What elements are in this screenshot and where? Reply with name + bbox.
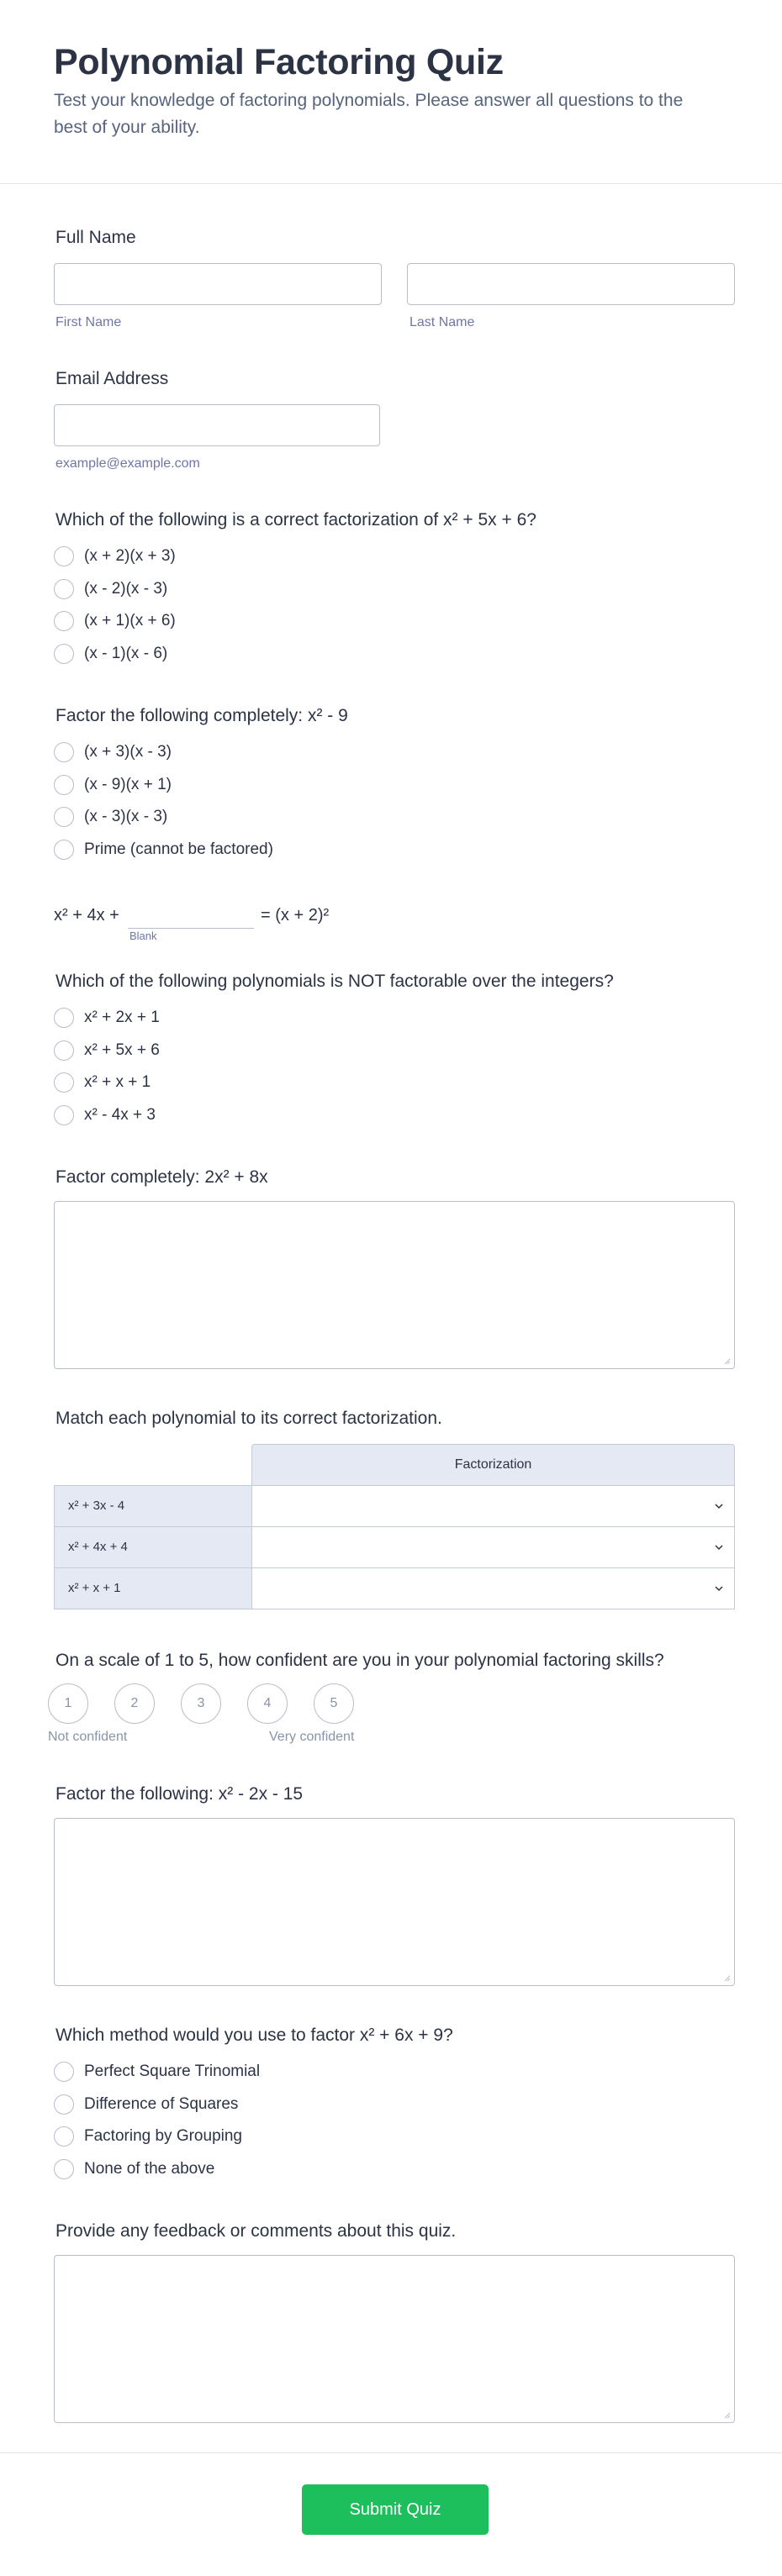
page-description: Test your knowledge of factoring polynomials. Please answer all questions to the best of your ability. xyxy=(54,91,684,137)
page-title: Polynomial Factoring Quiz xyxy=(54,42,504,82)
fill-blank-right-text: = (x + 2)² xyxy=(261,906,330,925)
scale-option-4[interactable]: 4 xyxy=(247,1683,288,1724)
chevron-down-icon xyxy=(714,1583,724,1594)
fill-blank-left-text: x² + 4x + xyxy=(54,906,119,925)
last-name-sublabel: Last Name xyxy=(409,315,475,329)
q4-label: Factor completely: 2x² + 8x xyxy=(55,1167,268,1187)
radio-button[interactable] xyxy=(54,611,74,631)
q1-option[interactable] xyxy=(54,608,727,641)
q1-label: Which of the following is a correct factorization of x² + 5x + 6? xyxy=(55,510,536,529)
option-label: x² + x + 1 xyxy=(84,1073,151,1091)
q2-option[interactable] xyxy=(54,772,727,805)
q1-option[interactable] xyxy=(54,577,727,609)
q1-option[interactable] xyxy=(54,544,727,577)
scale-high-label: Very confident xyxy=(269,1730,355,1744)
q5-label: Factor the following: x² - 2x - 15 xyxy=(55,1784,304,1804)
option-label: (x - 2)(x - 3) xyxy=(84,579,168,598)
first-name-input[interactable] xyxy=(54,263,382,305)
q6-options xyxy=(54,2059,727,2189)
radio-button[interactable] xyxy=(54,2094,74,2115)
option-label: (x - 9)(x + 1) xyxy=(84,775,172,793)
radio-button[interactable] xyxy=(54,644,74,664)
first-name-sublabel: First Name xyxy=(55,315,122,329)
resize-grip-icon[interactable] xyxy=(722,2410,731,2419)
radio-button[interactable] xyxy=(54,2062,74,2082)
option-label: (x + 1)(x + 6) xyxy=(84,612,176,630)
q2-option[interactable] xyxy=(54,804,727,837)
email-label: Email Address xyxy=(55,369,169,388)
form-footer xyxy=(0,2452,782,2576)
matrix-row-label: x² + 3x - 4 xyxy=(54,1485,252,1527)
q6-option[interactable] xyxy=(54,2092,727,2125)
radio-button[interactable] xyxy=(54,1008,74,1028)
option-label: x² - 4x + 3 xyxy=(84,1105,156,1124)
scale-option-1[interactable]: 1 xyxy=(48,1683,88,1724)
matrix-dropdown[interactable] xyxy=(251,1526,735,1568)
q3-option[interactable] xyxy=(54,1038,727,1071)
radio-button[interactable] xyxy=(54,2159,74,2179)
option-label: None of the above xyxy=(84,2159,215,2178)
form-header xyxy=(0,0,782,184)
q1-options xyxy=(54,544,727,673)
option-label: Prime (cannot be factored) xyxy=(84,840,273,858)
option-label: x² + 5x + 6 xyxy=(84,1040,160,1059)
q4-answer-textarea[interactable] xyxy=(54,1201,735,1369)
email-sublabel: example@example.com xyxy=(55,456,200,471)
option-label: (x + 3)(x - 3) xyxy=(84,743,172,761)
q6-option[interactable] xyxy=(54,2124,727,2157)
matrix-dropdown[interactable] xyxy=(251,1485,735,1527)
full-name-label: Full Name xyxy=(55,228,136,247)
q2-label: Factor the following completely: x² - 9 xyxy=(55,706,348,725)
q6-option[interactable] xyxy=(54,2157,727,2189)
q6-option[interactable] xyxy=(54,2059,727,2092)
q6-label: Which method would you use to factor x² + 6x + 9? xyxy=(55,2026,453,2045)
radio-button[interactable] xyxy=(54,1072,74,1093)
radio-button[interactable] xyxy=(54,546,74,566)
scale-label: On a scale of 1 to 5, how confident are you in your polynomial factoring skills? xyxy=(55,1651,664,1670)
resize-grip-icon[interactable] xyxy=(722,1356,731,1365)
q2-option[interactable] xyxy=(54,837,727,870)
radio-button[interactable] xyxy=(54,579,74,599)
q3-option[interactable] xyxy=(54,1070,727,1103)
chevron-down-icon xyxy=(714,1542,724,1552)
radio-button[interactable] xyxy=(54,2126,74,2147)
scale-option-5[interactable]: 5 xyxy=(314,1683,354,1724)
q3-options xyxy=(54,1005,727,1135)
matrix-column-header: Factorization xyxy=(251,1444,735,1486)
q2-options xyxy=(54,740,727,869)
radio-button[interactable] xyxy=(54,775,74,795)
q3-option[interactable] xyxy=(54,1005,727,1038)
scale-low-label: Not confident xyxy=(48,1730,128,1744)
feedback-label: Provide any feedback or comments about this quiz. xyxy=(55,2221,457,2241)
matrix-dropdown[interactable] xyxy=(251,1567,735,1609)
resize-grip-icon[interactable] xyxy=(722,1973,731,1982)
q3-label: Which of the following polynomials is NOT factorable over the integers? xyxy=(55,972,614,991)
radio-button[interactable] xyxy=(54,1105,74,1125)
option-label: Factoring by Grouping xyxy=(84,2127,242,2145)
scale-option-3[interactable]: 3 xyxy=(181,1683,221,1724)
chevron-down-icon xyxy=(714,1501,724,1511)
option-label: Difference of Squares xyxy=(84,2094,239,2113)
fill-blank-sublabel: Blank xyxy=(129,930,157,942)
last-name-input[interactable] xyxy=(407,263,735,305)
option-label: (x - 1)(x - 6) xyxy=(84,644,168,662)
radio-button[interactable] xyxy=(54,1040,74,1061)
option-label: Perfect Square Trinomial xyxy=(84,2062,261,2080)
q2-option[interactable] xyxy=(54,740,727,772)
matrix-row-label: x² + 4x + 4 xyxy=(54,1526,252,1568)
fill-blank-input[interactable] xyxy=(128,928,254,929)
q5-answer-textarea[interactable] xyxy=(54,1818,735,1986)
scale-option-2[interactable]: 2 xyxy=(114,1683,155,1724)
submit-button[interactable]: Submit Quiz xyxy=(302,2484,489,2535)
email-input[interactable] xyxy=(54,404,380,446)
matrix-row-label: x² + x + 1 xyxy=(54,1567,252,1609)
q1-option[interactable] xyxy=(54,641,727,674)
option-label: (x + 2)(x + 3) xyxy=(84,547,176,565)
q3-option[interactable] xyxy=(54,1103,727,1135)
matrix-label: Match each polynomial to its correct factorization. xyxy=(55,1409,442,1428)
radio-button[interactable] xyxy=(54,840,74,860)
radio-button[interactable] xyxy=(54,742,74,762)
radio-button[interactable] xyxy=(54,807,74,827)
feedback-textarea[interactable] xyxy=(54,2255,735,2423)
option-label: x² + 2x + 1 xyxy=(84,1009,160,1026)
option-label: (x - 3)(x - 3) xyxy=(84,808,168,825)
